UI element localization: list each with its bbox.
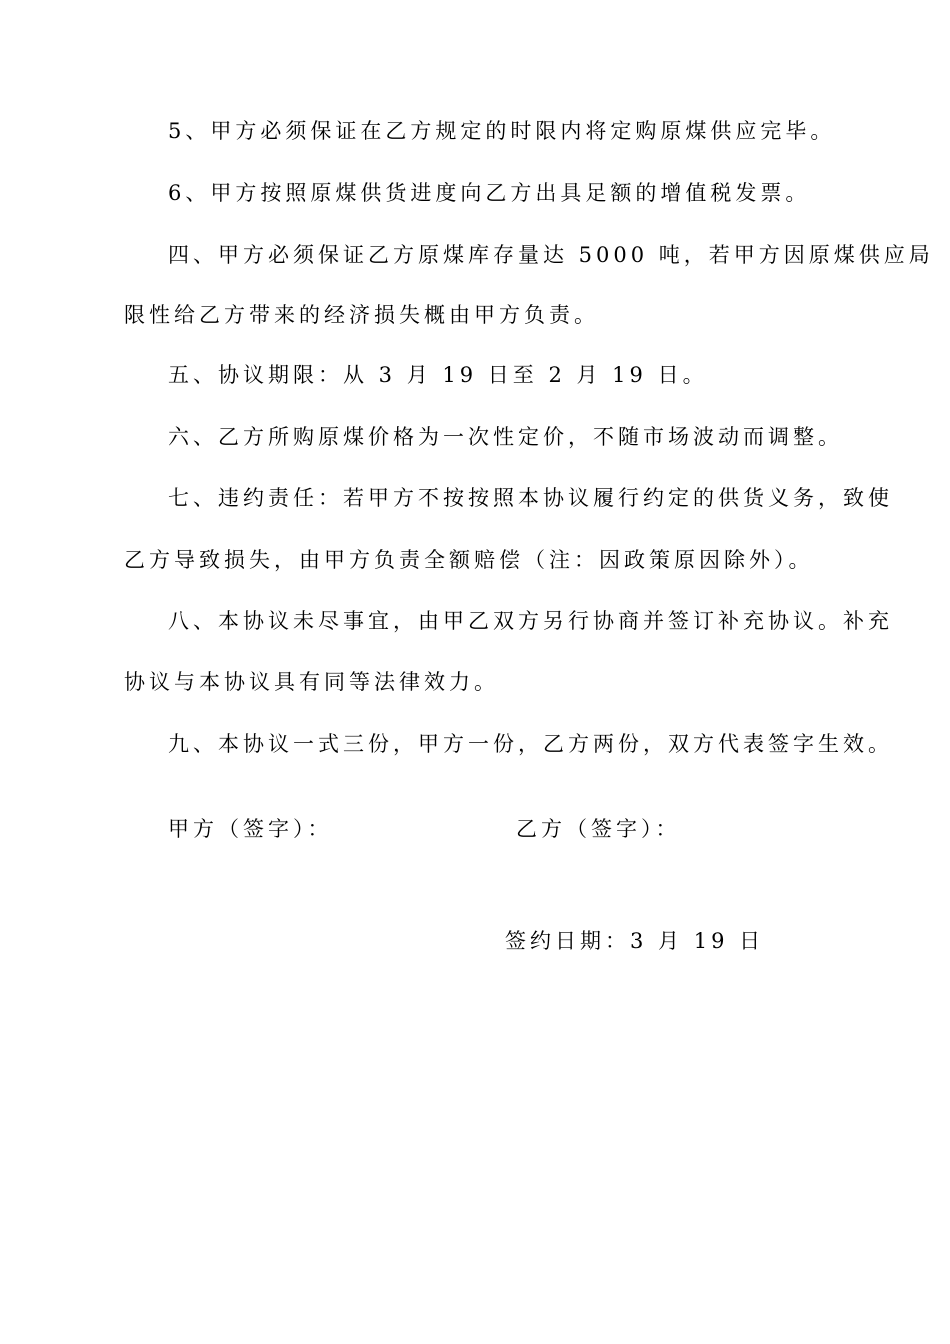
section-8-line-2: 协议与本协议具有同等法律效力。 [124,670,499,694]
party-b-signature-label: 乙方（签字）： [516,817,681,841]
section-7-line-1: 七、违约责任：若甲方不按按照本协议履行约定的供货义务，致使 [168,486,893,510]
section-8-line-1: 八、本协议未尽事宜，由甲乙双方另行协商并签订补充协议。补充 [168,609,893,633]
section-4-line-2: 限性给乙方带来的经济损失概由甲方负责。 [124,303,599,327]
section-4-line-1: 四、甲方必须保证乙方原煤库存量达 5000 吨，若甲方因原煤供应局 [168,243,934,267]
signing-date: 签约日期：3 月 19 日 [505,929,765,953]
section-5-term: 五、协议期限：从 3 月 19 日至 2 月 19 日。 [168,363,708,387]
section-6-price: 六、乙方所购原煤价格为一次性定价，不随市场波动而调整。 [168,425,843,449]
party-a-signature-label: 甲方（签字）： [168,817,333,841]
section-9-copies: 九、本协议一式三份，甲方一份，乙方两份，双方代表签字生效。 [168,732,893,756]
clause-5: 5、甲方必须保证在乙方规定的时限内将定购原煤供应完毕。 [168,119,836,143]
section-7-line-2: 乙方导致损失，由甲方负责全额赔偿（注：因政策原因除外）。 [124,548,814,572]
clause-6: 6、甲方按照原煤供货进度向乙方出具足额的增值税发票。 [168,181,811,205]
